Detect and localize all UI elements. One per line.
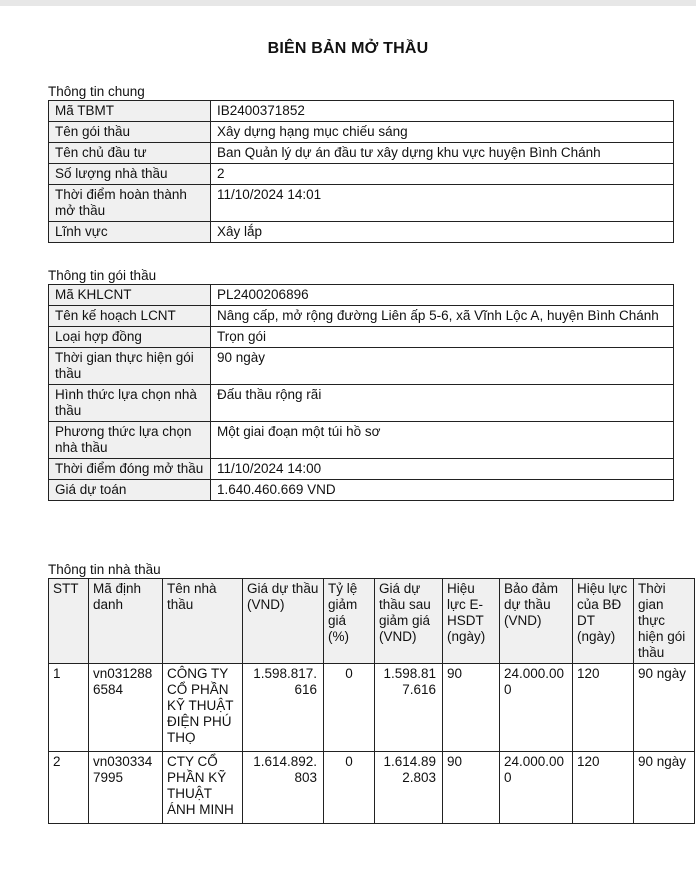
table-row bbox=[49, 664, 695, 752]
table-row bbox=[49, 752, 695, 824]
bid-guarantee: 24.000.000 bbox=[500, 752, 573, 824]
bidder-id: vn0312886584 bbox=[89, 664, 163, 752]
table-row bbox=[49, 327, 674, 348]
bidder-info-heading: Thông tin nhà thầu bbox=[48, 562, 161, 577]
table-row bbox=[49, 185, 674, 222]
package-info-table bbox=[48, 284, 674, 501]
table-row bbox=[49, 285, 674, 306]
general-info-table bbox=[48, 100, 674, 243]
field-label: Tên chủ đầu tư bbox=[49, 143, 211, 164]
table-row bbox=[49, 459, 674, 480]
field-label: Hình thức lựa chọn nhà thầu bbox=[49, 385, 211, 422]
field-label: Số lượng nhà thầu bbox=[49, 164, 211, 185]
table-row bbox=[49, 422, 674, 459]
general-info-heading: Thông tin chung bbox=[48, 84, 145, 99]
field-value: 90 ngày bbox=[211, 348, 674, 385]
document-title: BIÊN BẢN MỞ THẦU bbox=[267, 40, 429, 57]
field-value: PL2400206896 bbox=[211, 285, 674, 306]
table-row bbox=[49, 480, 674, 501]
bidder-info-table bbox=[48, 578, 695, 824]
field-label: Giá dự toán bbox=[49, 480, 211, 501]
field-label: Thời gian thực hiện gói thầu bbox=[49, 348, 211, 385]
bid-price-after-discount: 1.598.817.616 bbox=[375, 664, 443, 752]
column-header: Thời gian thực hiện gói thầu bbox=[634, 579, 695, 664]
column-header: Giá dự thầu (VND) bbox=[243, 579, 324, 664]
column-header: Tên nhà thầu bbox=[163, 579, 243, 664]
field-value: Một giai đoạn một túi hồ sơ bbox=[211, 422, 674, 459]
guarantee-validity: 120 bbox=[573, 664, 634, 752]
field-value: 1.640.460.669 VND bbox=[211, 480, 674, 501]
field-label: Mã TBMT bbox=[49, 101, 211, 122]
table-row bbox=[49, 122, 674, 143]
table-row bbox=[49, 348, 674, 385]
package-info-heading: Thông tin gói thầu bbox=[48, 268, 157, 283]
table-row bbox=[49, 164, 674, 185]
field-label: Mã KHLCNT bbox=[49, 285, 211, 306]
column-header: Bảo đảm dự thầu (VND) bbox=[500, 579, 573, 664]
table-header-row bbox=[49, 579, 695, 664]
bidder-stt: 1 bbox=[49, 664, 89, 752]
field-value: 2 bbox=[211, 164, 674, 185]
bid-validity: 90 bbox=[443, 752, 500, 824]
discount-rate: 0 bbox=[324, 752, 375, 824]
field-label: Loại hợp đồng bbox=[49, 327, 211, 348]
bid-price-after-discount: 1.614.892.803 bbox=[375, 752, 443, 824]
bid-price: 1.614.892.803 bbox=[243, 752, 324, 824]
table-row bbox=[49, 101, 674, 122]
discount-rate: 0 bbox=[324, 664, 375, 752]
field-value: Nâng cấp, mở rộng đường Liên ấp 5-6, xã Vĩnh Lộc A, huyện Bình Chánh bbox=[211, 306, 674, 327]
field-value: 11/10/2024 14:01 bbox=[211, 185, 674, 222]
field-value: Trọn gói bbox=[211, 327, 674, 348]
column-header: Hiệu lực của BĐ DT (ngày) bbox=[573, 579, 634, 664]
table-row bbox=[49, 143, 674, 164]
field-label: Thời điểm đóng mở thầu bbox=[49, 459, 211, 480]
field-value: Xây dựng hạng mục chiếu sáng bbox=[211, 122, 674, 143]
column-header: Mã định danh bbox=[89, 579, 163, 664]
field-label: Lĩnh vực bbox=[49, 222, 211, 243]
field-value: IB2400371852 bbox=[211, 101, 674, 122]
field-value: Xây lắp bbox=[211, 222, 674, 243]
field-value: Ban Quản lý dự án đầu tư xây dựng khu vực huyện Bình Chánh bbox=[211, 143, 674, 164]
bidder-id: vn0303347995 bbox=[89, 752, 163, 824]
bidder-name: CÔNG TY CỔ PHẦN KỸ THUẬT ĐIỆN PHÚ THỌ bbox=[163, 664, 243, 752]
column-header: Hiệu lực E-HSDT (ngày) bbox=[443, 579, 500, 664]
page-top-edge bbox=[0, 0, 696, 6]
table-row bbox=[49, 222, 674, 243]
bid-validity: 90 bbox=[443, 664, 500, 752]
table-row bbox=[49, 385, 674, 422]
bidder-name: CTY CỔ PHẦN KỸ THUẬT ÁNH MINH bbox=[163, 752, 243, 824]
column-header: Giá dự thầu sau giảm giá (VND) bbox=[375, 579, 443, 664]
field-label: Thời điểm hoàn thành mở thầu bbox=[49, 185, 211, 222]
bidder-stt: 2 bbox=[49, 752, 89, 824]
execution-time: 90 ngày bbox=[634, 664, 695, 752]
guarantee-validity: 120 bbox=[573, 752, 634, 824]
column-header: STT bbox=[49, 579, 89, 664]
field-label: Tên gói thầu bbox=[49, 122, 211, 143]
field-value: 11/10/2024 14:00 bbox=[211, 459, 674, 480]
bid-guarantee: 24.000.000 bbox=[500, 664, 573, 752]
field-value: Đấu thầu rộng rãi bbox=[211, 385, 674, 422]
bid-price: 1.598.817.616 bbox=[243, 664, 324, 752]
table-row bbox=[49, 306, 674, 327]
field-label: Phương thức lựa chọn nhà thầu bbox=[49, 422, 211, 459]
field-label: Tên kế hoạch LCNT bbox=[49, 306, 211, 327]
column-header: Tỷ lệ giảm giá (%) bbox=[324, 579, 375, 664]
execution-time: 90 ngày bbox=[634, 752, 695, 824]
